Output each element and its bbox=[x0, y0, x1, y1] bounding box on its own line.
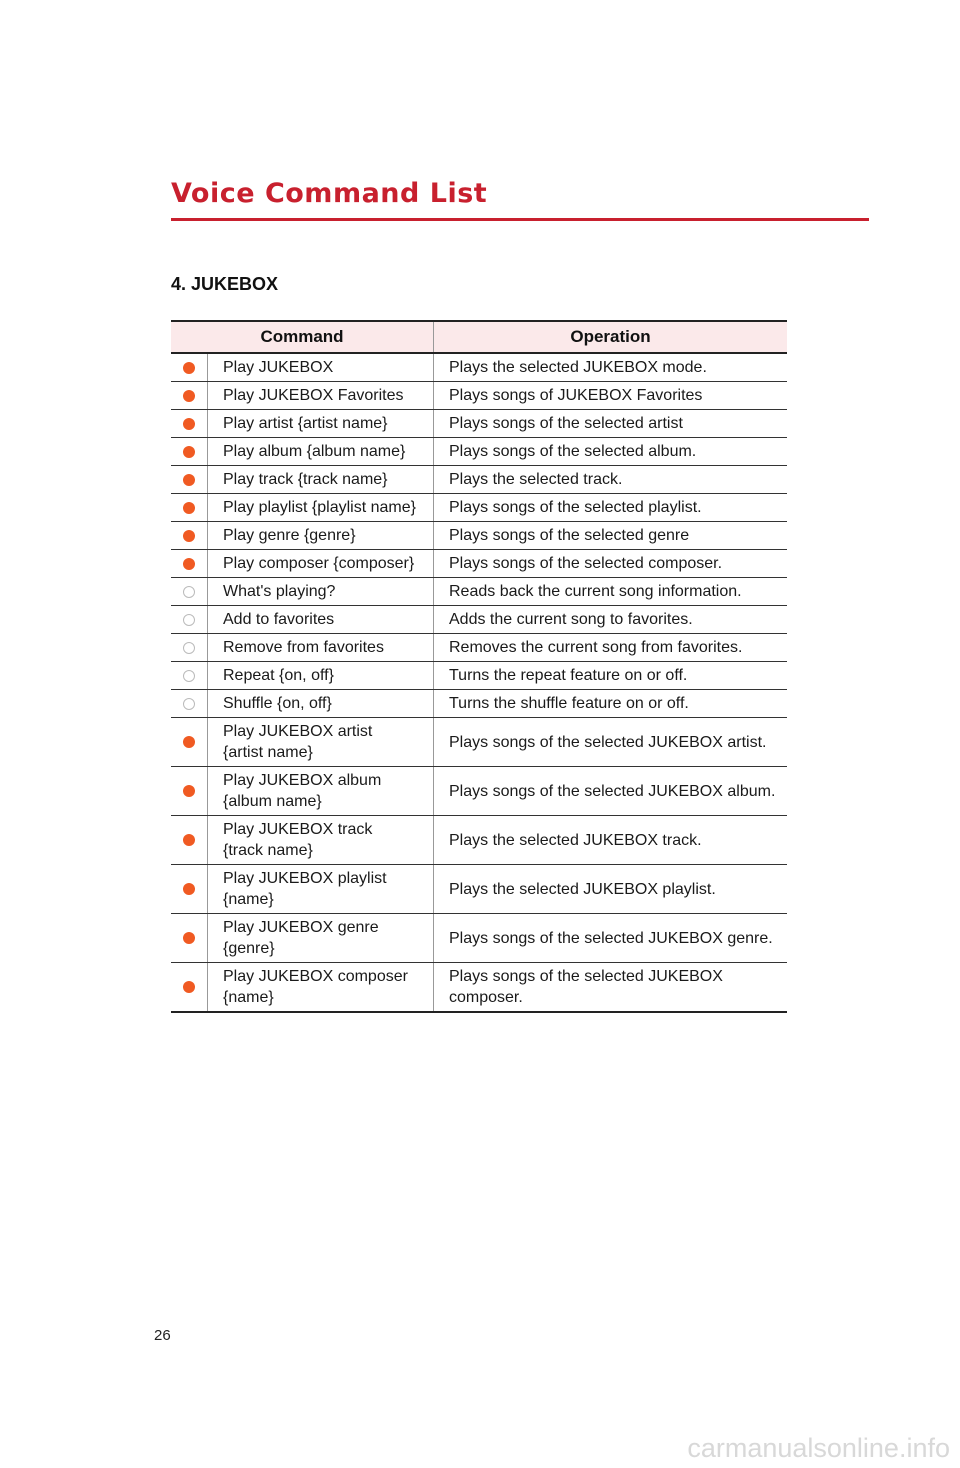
table-row bbox=[171, 914, 787, 963]
table-row bbox=[171, 816, 787, 865]
filled-circle-icon bbox=[183, 981, 195, 993]
command-cell: Play JUKEBOX artist {artist name} bbox=[208, 718, 434, 767]
table-row bbox=[171, 718, 787, 767]
row-marker-cell bbox=[171, 522, 208, 550]
hollow-circle-icon bbox=[183, 586, 195, 598]
page-title: Voice Command List bbox=[171, 178, 488, 209]
filled-circle-icon bbox=[183, 834, 195, 846]
table-row bbox=[171, 963, 787, 1013]
table-row bbox=[171, 353, 787, 382]
filled-circle-icon bbox=[183, 932, 195, 944]
filled-circle-icon bbox=[183, 418, 195, 430]
watermark-text: carmanualsonline.info bbox=[687, 1433, 950, 1463]
row-marker-cell bbox=[171, 438, 208, 466]
table-row bbox=[171, 382, 787, 410]
command-cell: Play track {track name} bbox=[208, 466, 434, 494]
operation-cell: Reads back the current song information. bbox=[434, 578, 788, 606]
command-cell: Play JUKEBOX album {album name} bbox=[208, 767, 434, 816]
page-number: 26 bbox=[154, 1327, 171, 1344]
row-marker-cell bbox=[171, 494, 208, 522]
operation-cell: Plays songs of the selected artist bbox=[434, 410, 788, 438]
column-header-operation: Operation bbox=[434, 321, 788, 353]
table-row bbox=[171, 634, 787, 662]
operation-cell: Turns the repeat feature on or off. bbox=[434, 662, 788, 690]
table-row bbox=[171, 606, 787, 634]
row-marker-cell bbox=[171, 353, 208, 382]
command-cell: Shuffle {on, off} bbox=[208, 690, 434, 718]
command-cell: Play album {album name} bbox=[208, 438, 434, 466]
command-cell: Play JUKEBOX genre {genre} bbox=[208, 914, 434, 963]
operation-cell: Plays songs of the selected JUKEBOX artist. bbox=[434, 718, 788, 767]
title-divider bbox=[171, 218, 869, 221]
operation-cell: Removes the current song from favorites. bbox=[434, 634, 788, 662]
row-marker-cell bbox=[171, 410, 208, 438]
command-cell: Play genre {genre} bbox=[208, 522, 434, 550]
operation-cell: Plays the selected JUKEBOX track. bbox=[434, 816, 788, 865]
command-cell: Play composer {composer} bbox=[208, 550, 434, 578]
row-marker-cell bbox=[171, 578, 208, 606]
table-row bbox=[171, 662, 787, 690]
command-cell: Remove from favorites bbox=[208, 634, 434, 662]
row-marker-cell bbox=[171, 466, 208, 494]
table-row bbox=[171, 438, 787, 466]
column-header-command: Command bbox=[171, 321, 434, 353]
table-row bbox=[171, 522, 787, 550]
row-marker-cell bbox=[171, 662, 208, 690]
operation-cell: Plays the selected track. bbox=[434, 466, 788, 494]
hollow-circle-icon bbox=[183, 614, 195, 626]
command-cell: Play JUKEBOX playlist {name} bbox=[208, 865, 434, 914]
table-body bbox=[171, 353, 787, 1012]
command-cell: Play JUKEBOX composer {name} bbox=[208, 963, 434, 1013]
operation-cell: Plays songs of the selected playlist. bbox=[434, 494, 788, 522]
operation-cell: Plays songs of JUKEBOX Favorites bbox=[434, 382, 788, 410]
operation-cell: Plays the selected JUKEBOX mode. bbox=[434, 353, 788, 382]
command-cell: Play JUKEBOX track {track name} bbox=[208, 816, 434, 865]
operation-cell: Plays songs of the selected composer. bbox=[434, 550, 788, 578]
command-cell: Play artist {artist name} bbox=[208, 410, 434, 438]
filled-circle-icon bbox=[183, 390, 195, 402]
row-marker-cell bbox=[171, 718, 208, 767]
table-row bbox=[171, 466, 787, 494]
table-row bbox=[171, 578, 787, 606]
operation-cell: Plays songs of the selected JUKEBOX album. bbox=[434, 767, 788, 816]
filled-circle-icon bbox=[183, 530, 195, 542]
command-cell: Repeat {on, off} bbox=[208, 662, 434, 690]
filled-circle-icon bbox=[183, 362, 195, 374]
row-marker-cell bbox=[171, 690, 208, 718]
operation-cell: Turns the shuffle feature on or off. bbox=[434, 690, 788, 718]
row-marker-cell bbox=[171, 606, 208, 634]
operation-cell: Plays songs of the selected JUKEBOX genre. bbox=[434, 914, 788, 963]
table-row bbox=[171, 494, 787, 522]
command-cell: Play JUKEBOX bbox=[208, 353, 434, 382]
row-marker-cell bbox=[171, 816, 208, 865]
operation-cell: Adds the current song to favorites. bbox=[434, 606, 788, 634]
row-marker-cell bbox=[171, 914, 208, 963]
voice-command-table bbox=[171, 320, 787, 1013]
row-marker-cell bbox=[171, 550, 208, 578]
command-cell: What's playing? bbox=[208, 578, 434, 606]
command-cell: Play playlist {playlist name} bbox=[208, 494, 434, 522]
table-header-row bbox=[171, 321, 787, 353]
filled-circle-icon bbox=[183, 558, 195, 570]
table-row bbox=[171, 690, 787, 718]
filled-circle-icon bbox=[183, 474, 195, 486]
row-marker-cell bbox=[171, 767, 208, 816]
filled-circle-icon bbox=[183, 736, 195, 748]
row-marker-cell bbox=[171, 382, 208, 410]
filled-circle-icon bbox=[183, 883, 195, 895]
command-cell: Add to favorites bbox=[208, 606, 434, 634]
command-cell: Play JUKEBOX Favorites bbox=[208, 382, 434, 410]
hollow-circle-icon bbox=[183, 642, 195, 654]
filled-circle-icon bbox=[183, 446, 195, 458]
table-row bbox=[171, 550, 787, 578]
hollow-circle-icon bbox=[183, 670, 195, 682]
row-marker-cell bbox=[171, 963, 208, 1013]
row-marker-cell bbox=[171, 634, 208, 662]
row-marker-cell bbox=[171, 865, 208, 914]
filled-circle-icon bbox=[183, 785, 195, 797]
hollow-circle-icon bbox=[183, 698, 195, 710]
operation-cell: Plays songs of the selected album. bbox=[434, 438, 788, 466]
table-row bbox=[171, 410, 787, 438]
section-heading: 4. JUKEBOX bbox=[171, 274, 279, 294]
table-row bbox=[171, 767, 787, 816]
operation-cell: Plays songs of the selected genre bbox=[434, 522, 788, 550]
filled-circle-icon bbox=[183, 502, 195, 514]
operation-cell: Plays the selected JUKEBOX playlist. bbox=[434, 865, 788, 914]
table-row bbox=[171, 865, 787, 914]
operation-cell: Plays songs of the selected JUKEBOX composer. bbox=[434, 963, 788, 1013]
